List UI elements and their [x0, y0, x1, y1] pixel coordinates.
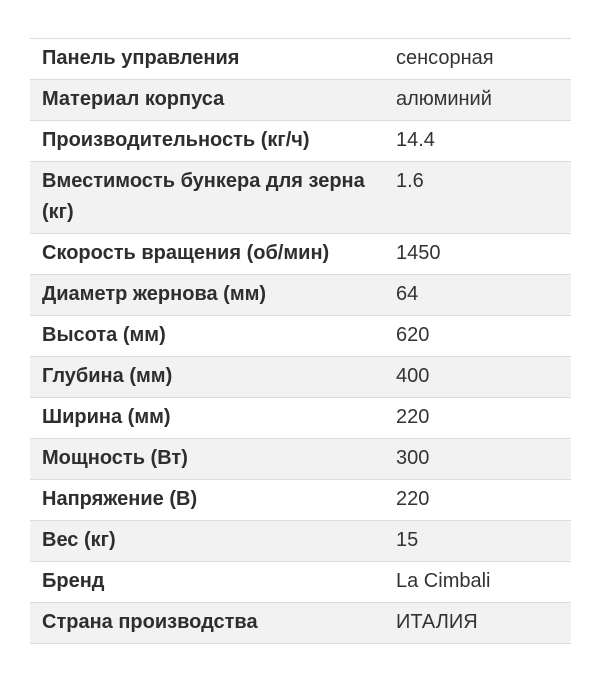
spec-value: 1.6 [396, 170, 424, 192]
spec-row [30, 121, 571, 162]
spec-label: Вес (кг) [42, 529, 116, 551]
spec-value: 620 [396, 324, 430, 346]
spec-label: Напряжение (В) [42, 488, 198, 510]
spec-value: 15 [396, 529, 419, 551]
spec-row [30, 80, 571, 121]
spec-label: Производительность (кг/ч) [42, 129, 310, 151]
spec-value: алюминий [396, 88, 492, 110]
spec-value: 220 [396, 406, 430, 428]
spec-row [30, 162, 571, 234]
spec-value: La Cimbali [396, 570, 491, 592]
spec-row [30, 234, 571, 275]
spec-label: Диаметр жернова (мм) [42, 283, 267, 305]
spec-label: Ширина (мм) [42, 406, 171, 428]
spec-row [30, 398, 571, 439]
spec-value: 14.4 [396, 129, 435, 151]
spec-value: ИТАЛИЯ [396, 611, 478, 633]
specifications-table [30, 38, 571, 644]
spec-row [30, 39, 571, 80]
spec-row [30, 521, 571, 562]
specifications-table-body [30, 39, 571, 644]
spec-row [30, 603, 571, 644]
spec-row [30, 562, 571, 603]
spec-label: Высота (мм) [42, 324, 166, 346]
spec-value: 400 [396, 365, 430, 387]
spec-label: Вместимость бункера для зерна (кг) [42, 170, 365, 223]
spec-row [30, 439, 571, 480]
spec-value: 300 [396, 447, 430, 469]
spec-row [30, 275, 571, 316]
spec-label: Материал корпуса [42, 88, 225, 110]
spec-row [30, 480, 571, 521]
spec-label: Мощность (Вт) [42, 447, 188, 469]
spec-label: Глубина (мм) [42, 365, 173, 387]
spec-label: Панель управления [42, 47, 240, 69]
spec-value: 64 [396, 283, 419, 305]
spec-label: Страна производства [42, 611, 258, 633]
spec-value: 220 [396, 488, 430, 510]
spec-value: 1450 [396, 242, 441, 264]
spec-value: сенсорная [396, 47, 494, 69]
spec-row [30, 357, 571, 398]
spec-label: Бренд [42, 570, 105, 592]
spec-label: Скорость вращения (об/мин) [42, 242, 330, 264]
spec-row [30, 316, 571, 357]
